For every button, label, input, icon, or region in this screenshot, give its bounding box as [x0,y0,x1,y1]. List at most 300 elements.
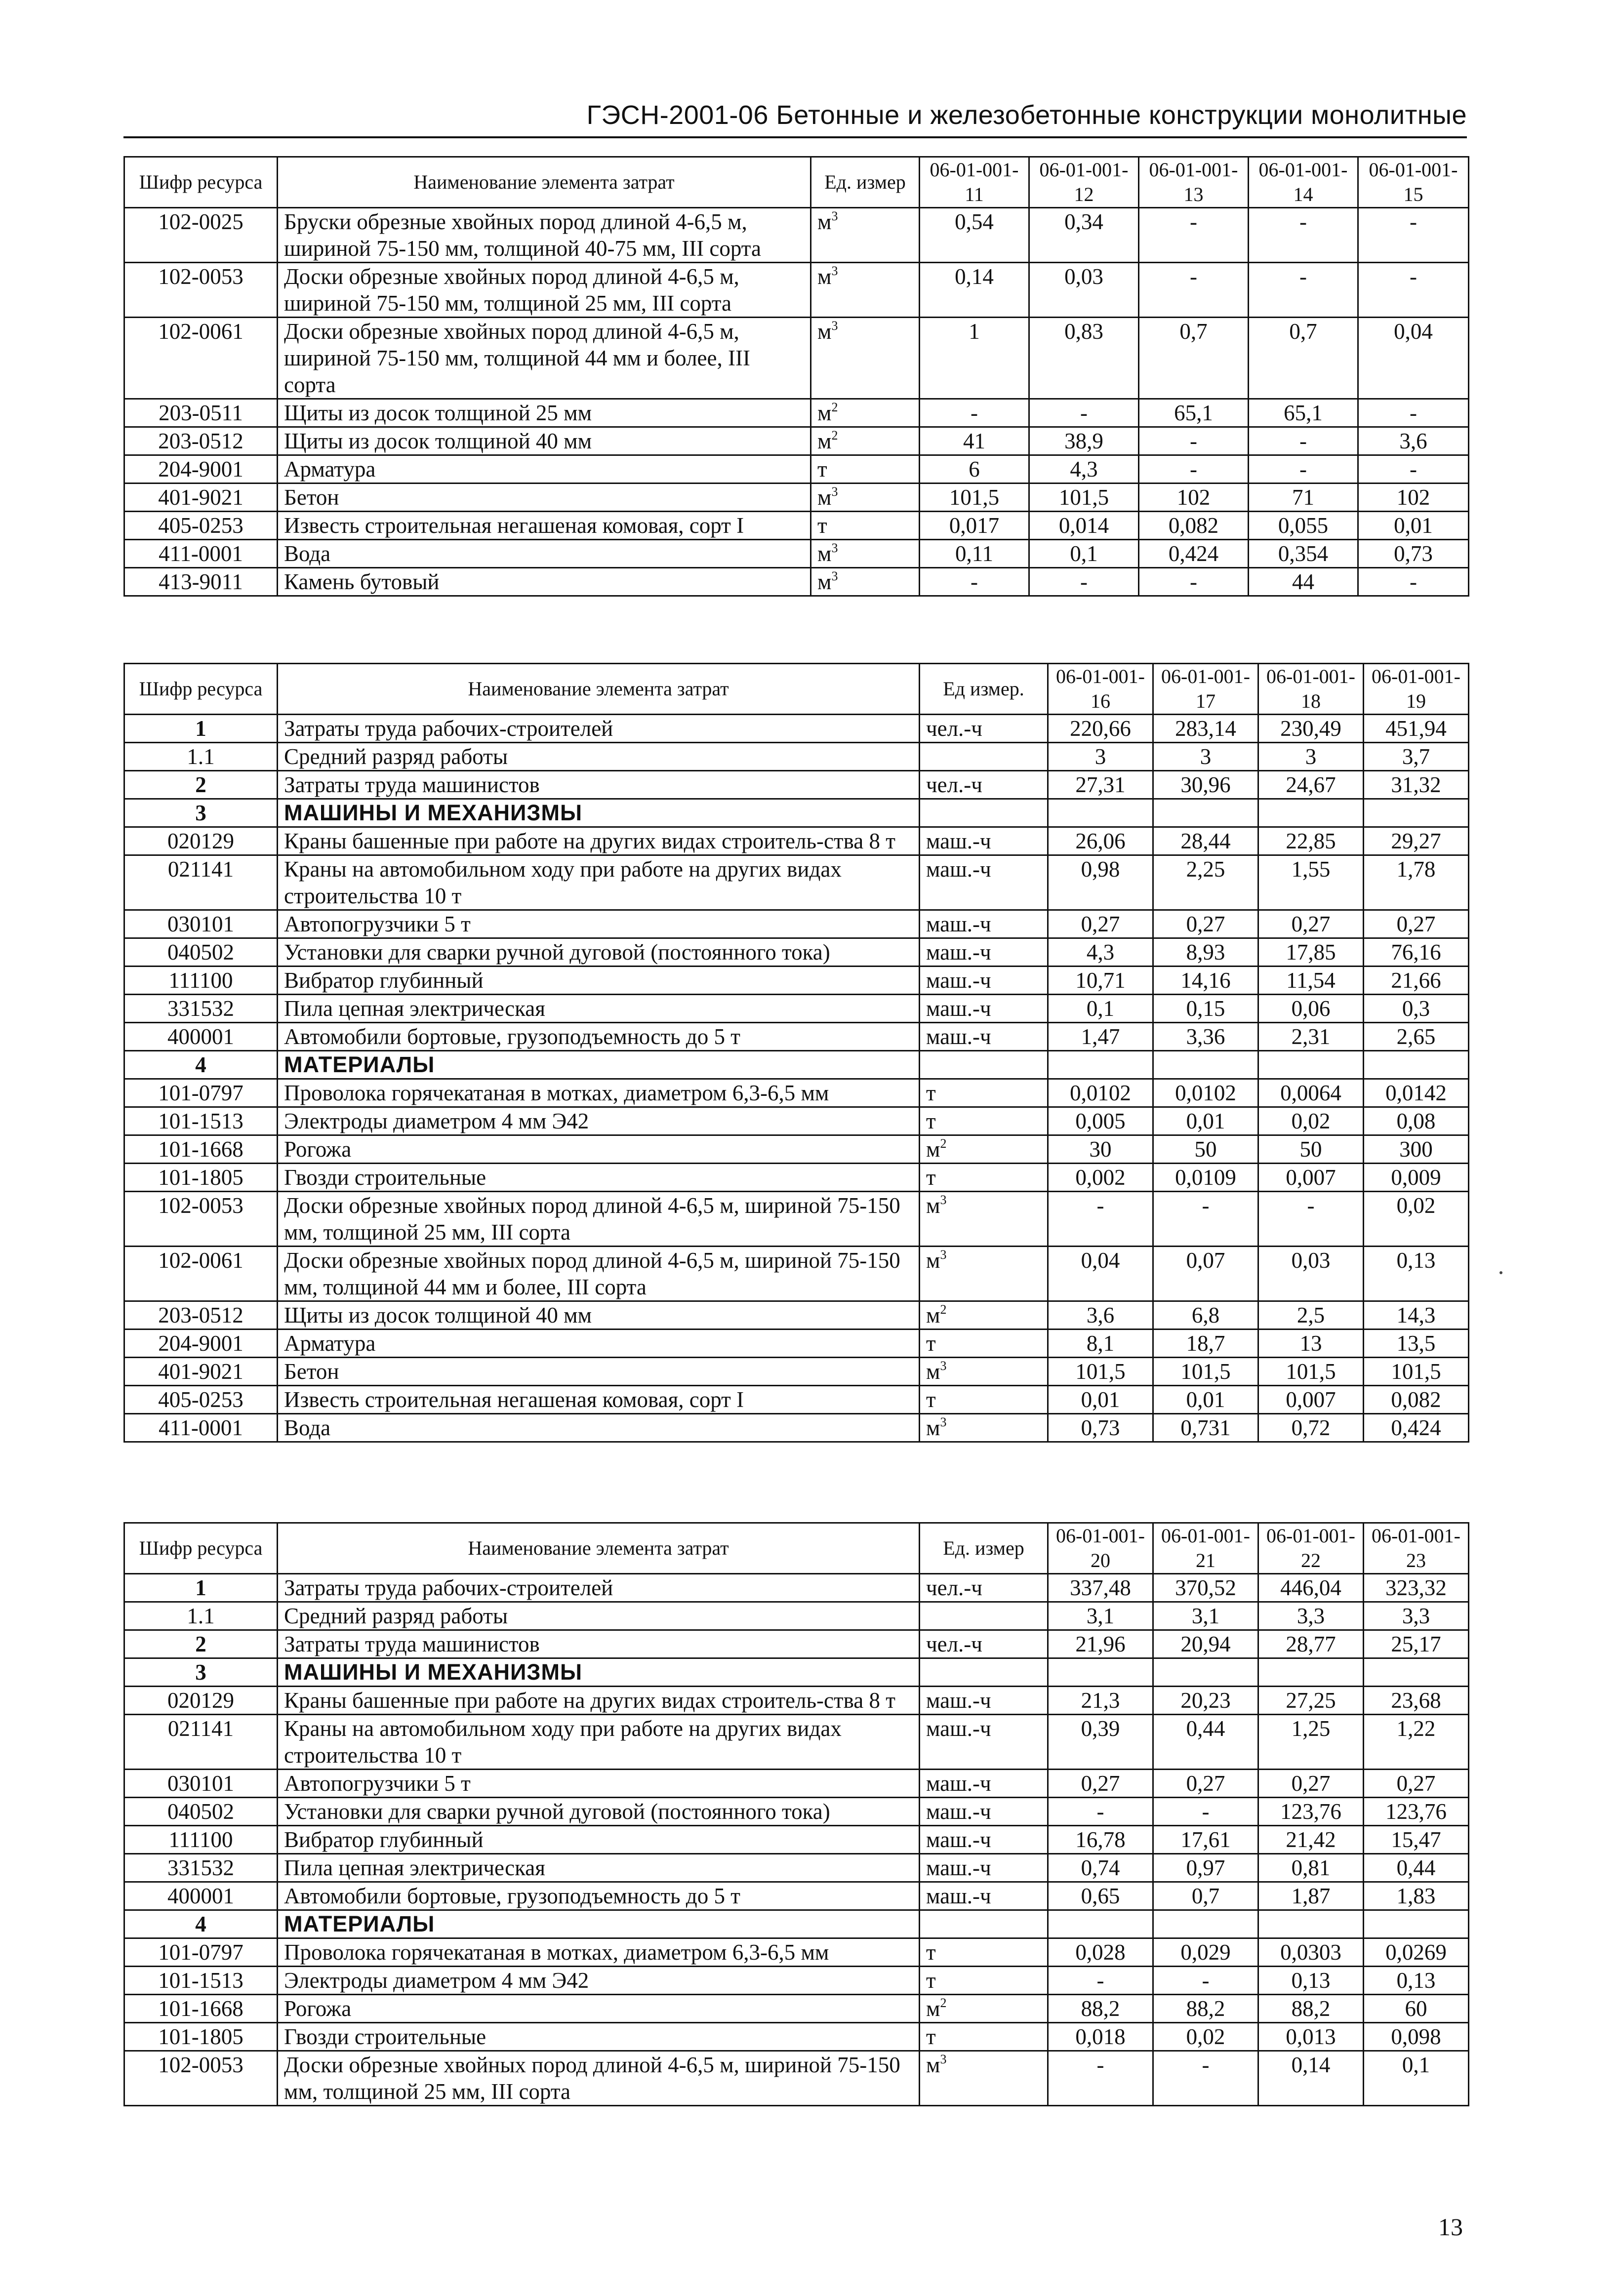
norm-value: 13 [1258,1329,1364,1358]
column-header-unit: Ед измер. [920,664,1048,715]
norm-value: 0,1 [1364,2051,1469,2106]
unit-exponent: 3 [831,264,838,278]
norm-value: 0,0269 [1364,1938,1469,1967]
unit-of-measure [920,799,1048,827]
norm-value: 0,082 [1364,1386,1469,1414]
norm-value: 0,72 [1258,1414,1364,1442]
cost-element-name: Электроды диаметром 4 мм Э42 [278,1967,920,1995]
cost-element-name: Проволока горячекатаная в мотках, диаметром 6,3-6,5 мм [278,1079,920,1107]
cost-element-name: Вода [278,540,811,568]
norm-value: 2,25 [1153,855,1258,910]
norm-value: 0,005 [1048,1107,1153,1135]
norm-value [1153,1910,1258,1938]
cost-element-name: Доски обрезные хвойных пород длиной 4-6,5 м, шириной 75-150 мм, толщиной 44 мм и более, III сорта [278,318,811,399]
norm-value: 26,06 [1048,827,1153,855]
cost-element-name: Автомобили бортовые, грузоподъемность до 5 т [278,1882,920,1910]
norm-value: 0,27 [1364,910,1469,938]
unit-exponent: 3 [831,484,838,499]
cost-element-name: Вода [278,1414,920,1442]
table-row [124,1079,1469,1107]
resource-code: 2 [124,1630,278,1658]
unit-exponent: 2 [940,1136,947,1151]
norm-value: 0,27 [1258,910,1364,938]
norm-value: 0,54 [920,208,1029,263]
unit-of-measure [920,1715,1048,1770]
norm-value: 2,65 [1364,1023,1469,1051]
unit-of-measure [811,455,920,483]
norm-value: 101,5 [1048,1358,1153,1386]
norm-value: 23,68 [1364,1687,1469,1715]
unit-text: маш.-ч [926,1716,991,1741]
norm-value: - [1029,399,1139,427]
norm-value: 0,0102 [1048,1079,1153,1107]
unit-text: м [817,401,832,425]
norm-value: 0,354 [1249,540,1358,568]
column-header-norm: 06-01-001-16 [1048,664,1153,715]
norm-value: 50 [1153,1135,1258,1164]
resource-code: 102-0025 [124,208,278,263]
column-header-code: Шифр ресурса [124,157,278,208]
norm-value: 30 [1048,1135,1153,1164]
unit-text: м [817,319,832,344]
column-header-norm: 06-01-001-23 [1364,1523,1469,1574]
cost-element-name: Средний разряд работы [278,743,920,771]
table-row [124,2023,1469,2051]
norm-value: 0,017 [920,512,1029,540]
norm-value: - [1153,1798,1258,1826]
norm-value: 88,2 [1153,1995,1258,2023]
cost-element-name: Краны на автомобильном ходу при работе на других видах строительства 10 т [278,855,920,910]
norm-value: - [1258,1192,1364,1247]
norm-value: 20,94 [1153,1630,1258,1658]
norm-value: - [1139,208,1249,263]
resource-code: 203-0512 [124,427,278,455]
norm-value: 101,5 [920,483,1029,512]
unit-text: м [817,541,832,566]
unit-exponent: 3 [940,1248,947,1262]
table-row [124,1386,1469,1414]
norm-value [1364,1658,1469,1687]
norm-value: 3 [1258,743,1364,771]
unit-of-measure [920,1770,1048,1798]
resource-code: 204-9001 [124,455,278,483]
column-header-norm: 06-01-001-20 [1048,1523,1153,1574]
table-row [124,1051,1469,1079]
cost-element-name: Рогожа [278,1995,920,2023]
unit-of-measure [920,715,1048,743]
cost-element-name: Бетон [278,483,811,512]
norm-value: 0,002 [1048,1164,1153,1192]
norm-value: 0,055 [1249,512,1358,540]
unit-of-measure [920,1687,1048,1715]
norm-value: 27,31 [1048,771,1153,799]
resource-code: 4 [124,1051,278,1079]
norm-value: 283,14 [1153,715,1258,743]
norm-value: 0,0142 [1364,1079,1469,1107]
norm-value: 20,23 [1153,1687,1258,1715]
unit-text: м [926,1137,940,1162]
norm-value: 0,013 [1258,2023,1364,2051]
unit-text: т [817,457,827,482]
page-title: ГЭСН-2001-06 Бетонные и железобетонные конструкции монолитные [586,100,1467,130]
unit-exponent: 2 [831,428,838,443]
table-row [124,318,1469,399]
resource-code: 411-0001 [124,1414,278,1442]
cost-element-name: Краны башенные при работе на других видах строитель-ства 8 т [278,827,920,855]
norm-value: 0,06 [1258,995,1364,1023]
norm-value: 0,83 [1029,318,1139,399]
unit-text: м [817,569,832,594]
norm-value: 44 [1249,568,1358,596]
table-row [124,938,1469,967]
cost-element-name: Краны башенные при работе на других видах строитель-ства 8 т [278,1687,920,1715]
norm-value: 0,007 [1258,1164,1364,1192]
resource-code: 101-1513 [124,1107,278,1135]
table-row [124,1938,1469,1967]
resource-code: 101-1513 [124,1967,278,1995]
norm-value: 24,67 [1258,771,1364,799]
resource-code: 401-9021 [124,1358,278,1386]
norm-value: - [920,568,1029,596]
unit-text: чел.-ч [926,1575,982,1600]
norm-value: 0,03 [1029,263,1139,318]
norm-value: 0,424 [1139,540,1249,568]
table-row [124,1301,1469,1329]
unit-of-measure [811,568,920,596]
norm-value: 3,7 [1364,743,1469,771]
norm-value: - [1249,455,1358,483]
norm-value: - [1358,568,1469,596]
column-header-code: Шифр ресурса [124,664,278,715]
table-row [124,1414,1469,1442]
resource-code: 400001 [124,1023,278,1051]
table-header-row [124,664,1469,715]
cost-element-name: Затраты труда машинистов [278,771,920,799]
norm-value: 101,5 [1364,1358,1469,1386]
resource-code: 021141 [124,1715,278,1770]
norm-value: - [920,399,1029,427]
page-header [123,97,1467,138]
cost-element-name: Проволока горячекатаная в мотках, диаметром 6,3-6,5 мм [278,1938,920,1967]
resource-code: 020129 [124,827,278,855]
unit-text: м [817,264,832,289]
norm-value: 3 [1153,743,1258,771]
cost-element-name: Щиты из досок толщиной 40 мм [278,1301,920,1329]
resource-code: 030101 [124,910,278,938]
unit-of-measure [920,1995,1048,2023]
table-row [124,1995,1469,2023]
norm-value: 0,73 [1048,1414,1153,1442]
unit-text: маш.-ч [926,1855,991,1880]
norm-value: 0,0102 [1153,1079,1258,1107]
column-header-norm: 06-01-001-22 [1258,1523,1364,1574]
unit-exponent: 3 [831,541,838,555]
unit-text: м [817,209,832,234]
norm-value: 0,1 [1048,995,1153,1023]
norm-value: 2,5 [1258,1301,1364,1329]
cost-element-name: Рогожа [278,1135,920,1164]
norm-value: 18,7 [1153,1329,1258,1358]
norm-value: - [1153,1192,1258,1247]
norm-value: 337,48 [1048,1574,1153,1602]
norm-value: - [1048,1192,1153,1247]
norm-value [1048,1658,1153,1687]
norm-value [1153,1051,1258,1079]
norm-value: 123,76 [1258,1798,1364,1826]
norm-value: 101,5 [1258,1358,1364,1386]
norm-value: - [1048,1967,1153,1995]
norm-value [1048,799,1153,827]
resource-code: 101-1668 [124,1995,278,2023]
norm-value: 0,082 [1139,512,1249,540]
unit-of-measure [920,1386,1048,1414]
cost-element-name: Затраты труда машинистов [278,1630,920,1658]
unit-of-measure [920,2051,1048,2106]
unit-text: маш.-ч [926,996,991,1021]
unit-text: м [926,1415,940,1440]
norm-value: 10,71 [1048,967,1153,995]
unit-text: т [926,1109,936,1133]
table-row [124,1107,1469,1135]
norm-value: - [1153,1967,1258,1995]
unit-of-measure [920,771,1048,799]
norm-value: 0,1 [1029,540,1139,568]
unit-exponent: 2 [831,400,838,414]
norm-value [1258,1658,1364,1687]
table-row [124,1658,1469,1687]
norm-value: 0,7 [1153,1882,1258,1910]
norm-value: 446,04 [1258,1574,1364,1602]
unit-of-measure [920,1574,1048,1602]
unit-text: маш.-ч [926,1688,991,1713]
column-header-unit: Ед. измер [920,1523,1048,1574]
resource-code: 101-0797 [124,1079,278,1107]
unit-of-measure [811,427,920,455]
resource-code: 405-0253 [124,1386,278,1414]
norm-value: 28,44 [1153,827,1258,855]
unit-of-measure [811,318,920,399]
norm-value: 123,76 [1364,1798,1469,1826]
cost-element-name: Установки для сварки ручной дуговой (постоянного тока) [278,938,920,967]
norm-value: 0,27 [1153,910,1258,938]
norm-value [1258,1051,1364,1079]
table-row [124,967,1469,995]
norm-value [1364,1910,1469,1938]
norm-value: 88,2 [1048,1995,1153,2023]
norm-value: 300 [1364,1135,1469,1164]
unit-text: т [817,513,827,538]
norm-value: 0,27 [1153,1770,1258,1798]
norm-value: 16,78 [1048,1826,1153,1854]
column-header-name: Наименование элемента затрат [278,1523,920,1574]
norm-value: 3,6 [1358,427,1469,455]
norm-value: 6 [920,455,1029,483]
unit-of-measure [920,1967,1048,1995]
column-header-norm: 06-01-001-21 [1153,1523,1258,1574]
resource-code: 203-0512 [124,1301,278,1329]
norm-value: 60 [1364,1995,1469,2023]
unit-of-measure [811,263,920,318]
norm-value: 38,9 [1029,427,1139,455]
norm-value: 4,3 [1029,455,1139,483]
norm-value: 17,85 [1258,938,1364,967]
column-header-name: Наименование элемента затрат [278,664,920,715]
unit-exponent: 3 [940,1193,947,1207]
unit-of-measure [920,1051,1048,1079]
table-row [124,1770,1469,1798]
norm-value: 1,47 [1048,1023,1153,1051]
resource-code: 331532 [124,1854,278,1882]
table-row [124,427,1469,455]
norm-value: 0,424 [1364,1414,1469,1442]
resource-code: 413-9011 [124,568,278,596]
norm-value: 0,0303 [1258,1938,1364,1967]
norm-table-3 [123,1522,1469,2106]
table-row [124,263,1469,318]
norm-value: 0,01 [1048,1386,1153,1414]
scan-speck [1499,1271,1502,1274]
cost-element-name: Бруски обрезные хвойных пород длиной 4-6,5 м, шириной 75-150 мм, толщиной 40-75 мм, III сорта [278,208,811,263]
norm-value: 0,028 [1048,1938,1153,1967]
norm-value: 0,07 [1153,1247,1258,1301]
norm-value: 0,27 [1258,1770,1364,1798]
unit-text: маш.-ч [926,1884,991,1908]
resource-code: 102-0053 [124,1192,278,1247]
unit-of-measure [920,1192,1048,1247]
norm-value: 28,77 [1258,1630,1364,1658]
table-row [124,1630,1469,1658]
norm-value: 0,44 [1153,1715,1258,1770]
table-row [124,1329,1469,1358]
norm-value: 0,14 [920,263,1029,318]
column-header-norm: 06-01-001-13 [1139,157,1249,208]
column-header-norm: 06-01-001-18 [1258,664,1364,715]
table-row [124,1854,1469,1882]
column-header-code: Шифр ресурса [124,1523,278,1574]
norm-value: 0,13 [1258,1967,1364,1995]
table-row [124,1687,1469,1715]
unit-text: м [817,429,832,453]
norm-value: 0,13 [1364,1247,1469,1301]
table-row [124,1164,1469,1192]
norm-value: 323,32 [1364,1574,1469,1602]
resource-code: 331532 [124,995,278,1023]
cost-element-name: Арматура [278,1329,920,1358]
resource-code: 3 [124,1658,278,1687]
norm-value: 50 [1258,1135,1364,1164]
resource-code: 1 [124,1574,278,1602]
resource-code: 405-0253 [124,512,278,540]
norm-value: - [1048,1798,1153,1826]
norm-value: 230,49 [1258,715,1364,743]
norm-value: 3,3 [1364,1602,1469,1630]
cost-element-name: Автопогрузчики 5 т [278,910,920,938]
resource-code: 020129 [124,1687,278,1715]
norm-value: 8,1 [1048,1329,1153,1358]
norm-value: 65,1 [1139,399,1249,427]
resource-code: 203-0511 [124,399,278,427]
resource-code: 101-1805 [124,1164,278,1192]
norm-value [1364,799,1469,827]
unit-text: чел.-ч [926,716,982,741]
resource-code: 101-1668 [124,1135,278,1164]
norm-value: 0,11 [920,540,1029,568]
norm-value: 14,3 [1364,1301,1469,1329]
table-row [124,1574,1469,1602]
norm-value: 1,87 [1258,1882,1364,1910]
norm-value: 0,029 [1153,1938,1258,1967]
cost-element-name: Доски обрезные хвойных пород длиной 4-6,5 м, шириной 75-150 мм, толщиной 25 мм, III сорта [278,2051,920,2106]
unit-of-measure [920,1910,1048,1938]
cost-element-name: Гвозди строительные [278,2023,920,2051]
page-number: 13 [1438,2213,1463,2241]
unit-of-measure [920,1798,1048,1826]
column-header-norm: 06-01-001-12 [1029,157,1139,208]
unit-text: маш.-ч [926,940,991,965]
norm-value: 21,3 [1048,1687,1153,1715]
unit-text: маш.-ч [926,1799,991,1824]
unit-text: м [817,485,832,510]
table-row [124,1602,1469,1630]
resource-code: 021141 [124,855,278,910]
norm-value: - [1139,455,1249,483]
norm-value: - [1249,427,1358,455]
unit-of-measure [811,399,920,427]
unit-of-measure [920,1079,1048,1107]
cost-element-name: Установки для сварки ручной дуговой (постоянного тока) [278,1798,920,1826]
table-row [124,483,1469,512]
norm-value: 0,731 [1153,1414,1258,1442]
table-row [124,1910,1469,1938]
cost-element-name: МАТЕРИАЛЫ [278,1051,920,1079]
norm-value: 25,17 [1364,1630,1469,1658]
norm-value: 14,16 [1153,967,1258,995]
unit-of-measure [811,512,920,540]
table-row [124,1798,1469,1826]
unit-text: т [926,1940,936,1965]
norm-value: 101,5 [1029,483,1139,512]
norm-value: 13,5 [1364,1329,1469,1358]
norm-value [1153,799,1258,827]
cost-element-name: Электроды диаметром 4 мм Э42 [278,1107,920,1135]
column-header-norm: 06-01-001-11 [920,157,1029,208]
table-row [124,540,1469,568]
cost-element-name: Доски обрезные хвойных пород длиной 4-6,5 м, шириной 75-150 мм, толщиной 44 мм и более, III сорта [278,1247,920,1301]
norm-value: 0,7 [1249,318,1358,399]
unit-of-measure [920,827,1048,855]
norm-value: 0,81 [1258,1854,1364,1882]
unit-of-measure [920,1329,1048,1358]
norm-value: 76,16 [1364,938,1469,967]
unit-text: т [926,2024,936,2049]
table-row [124,910,1469,938]
norm-value: 0,73 [1358,540,1469,568]
norm-value: 27,25 [1258,1687,1364,1715]
norm-value: 0,02 [1258,1107,1364,1135]
norm-value: 0,97 [1153,1854,1258,1882]
norm-value: 3,6 [1048,1301,1153,1329]
cost-element-name: Гвозди строительные [278,1164,920,1192]
column-header-norm: 06-01-001-19 [1364,664,1469,715]
norm-value: 0,01 [1153,1107,1258,1135]
cost-element-name: Затраты труда рабочих-строителей [278,1574,920,1602]
unit-of-measure [920,995,1048,1023]
norm-value: 0,39 [1048,1715,1153,1770]
table-row [124,715,1469,743]
norm-value: 451,94 [1364,715,1469,743]
resource-code: 2 [124,771,278,799]
norm-value: 17,61 [1153,1826,1258,1854]
